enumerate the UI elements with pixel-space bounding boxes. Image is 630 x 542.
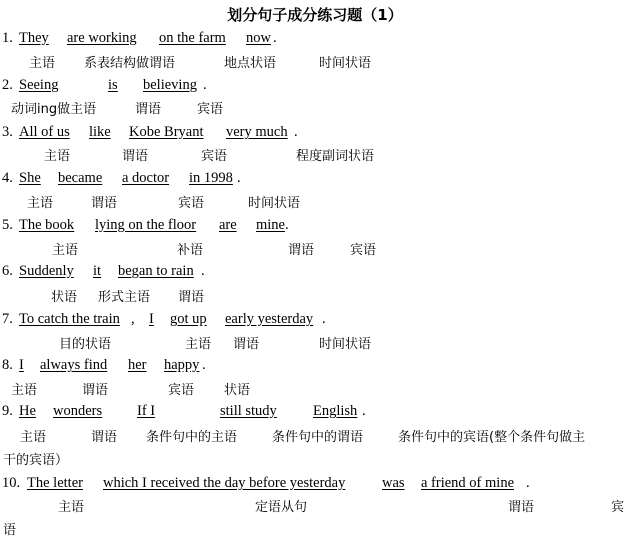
underlined-phrase: lying on the floor	[95, 217, 197, 233]
grammar-label: 干的宾语）	[3, 453, 69, 468]
underlined-phrase: early yesterday	[225, 311, 314, 327]
grammar-label: 动词ing做主语	[11, 102, 97, 117]
underlined-phrase: like	[89, 124, 111, 140]
underlined-phrase: To catch the train	[19, 311, 120, 327]
sentence-text: 9.	[2, 403, 13, 419]
underlined-phrase: always find	[40, 357, 108, 373]
underlined-phrase: a doctor	[122, 170, 170, 186]
grammar-label: 语	[3, 523, 17, 538]
sentence-text: .	[294, 124, 298, 140]
grammar-label: 时间状语	[248, 196, 301, 211]
grammar-label: 主语	[11, 383, 38, 398]
underlined-phrase: mine	[256, 217, 285, 233]
grammar-label: 谓语	[508, 500, 535, 515]
grammar-label: 主语	[185, 337, 212, 352]
grammar-label: 系表结构做谓语	[84, 56, 176, 71]
grammar-label: 补语	[177, 243, 204, 258]
underlined-phrase: Kobe Bryant	[129, 124, 204, 140]
sentence-text: .	[237, 170, 241, 186]
grammar-label: 形式主语	[98, 290, 151, 305]
underlined-phrase: now	[246, 30, 271, 46]
grammar-label: 主语	[44, 149, 71, 164]
underlined-phrase: English	[313, 403, 358, 419]
grammar-label: 谓语	[135, 102, 162, 117]
grammar-label: 谓语	[91, 196, 118, 211]
grammar-label: 条件句中的谓语	[272, 430, 364, 445]
sentence-text: ,	[131, 311, 135, 327]
grammar-label: 宾语	[201, 149, 228, 164]
sentence-text: .	[285, 217, 289, 233]
grammar-label: 程度副词状语	[296, 149, 375, 164]
underlined-phrase: I	[149, 311, 154, 327]
underlined-phrase: She	[19, 170, 41, 186]
grammar-label: 谓语	[288, 243, 315, 258]
underlined-phrase: believing	[143, 77, 197, 93]
sentence-text: .	[203, 77, 207, 93]
underlined-phrase: her	[128, 357, 147, 373]
sentence-text: 1.	[2, 30, 13, 46]
grammar-label: 定语从句	[255, 500, 308, 515]
page-title: 划分句子成分练习题（1）	[227, 6, 403, 24]
underlined-phrase: in 1998	[189, 170, 233, 186]
grammar-label: 主语	[29, 56, 56, 71]
underlined-phrase: He	[19, 403, 36, 419]
grammar-label: 宾语	[168, 383, 195, 398]
underlined-phrase: it	[93, 263, 102, 279]
grammar-label: 主语	[58, 500, 85, 515]
underlined-phrase: I	[19, 357, 24, 373]
sentence-text: .	[322, 311, 326, 327]
sentence-text: .	[362, 403, 366, 419]
underlined-phrase: are working	[67, 30, 137, 46]
grammar-label: 状语	[51, 290, 78, 305]
sentence-text: 7.	[2, 311, 13, 327]
sentence-text: 6.	[2, 263, 13, 279]
underlined-phrase: The book	[19, 217, 75, 233]
underlined-phrase: They	[19, 30, 49, 46]
grammar-label: 状语	[224, 383, 251, 398]
grammar-label: 主语	[20, 430, 47, 445]
underlined-phrase: a friend of mine	[421, 475, 515, 491]
grammar-label: 谓语	[178, 290, 205, 305]
grammar-label: 宾	[611, 500, 625, 515]
grammar-label: 宾语	[350, 243, 377, 258]
sentence-text: .	[202, 357, 206, 373]
underlined-phrase: is	[108, 77, 118, 93]
underlined-phrase: was	[382, 475, 405, 491]
underlined-phrase: Suddenly	[19, 263, 74, 279]
sentence-text: .	[273, 30, 277, 46]
underlined-phrase: are	[219, 217, 237, 233]
grammar-label: 主语	[52, 243, 79, 258]
sentence-text: 8.	[2, 357, 13, 373]
grammar-label: 谓语	[82, 383, 109, 398]
grammar-label: 时间状语	[319, 56, 372, 71]
grammar-label: 地点状语	[224, 56, 277, 71]
underlined-phrase: became	[58, 170, 103, 186]
grammar-label: 谓语	[91, 430, 118, 445]
grammar-label: 谓语	[122, 149, 149, 164]
grammar-label: 谓语	[233, 337, 260, 352]
underlined-phrase: The letter	[27, 475, 83, 491]
underlined-phrase: If I	[137, 403, 156, 419]
underlined-phrase: Seeing	[19, 77, 59, 93]
grammar-label: 条件句中的主语	[146, 430, 238, 445]
sentence-text: 5.	[2, 217, 13, 233]
grammar-label: 主语	[27, 196, 54, 211]
underlined-phrase: happy	[164, 357, 200, 373]
underlined-phrase: All of us	[19, 124, 70, 140]
sentence-text: .	[201, 263, 205, 279]
grammar-label: 目的状语	[59, 337, 112, 352]
underlined-phrase: very much	[226, 124, 288, 140]
grammar-label: 时间状语	[319, 337, 372, 352]
sentence-text: 3.	[2, 124, 13, 140]
sentence-text: 2.	[2, 77, 13, 93]
grammar-label: 宾语	[197, 102, 224, 117]
underlined-phrase: wonders	[53, 403, 103, 419]
underlined-phrase: on the farm	[159, 30, 226, 46]
underlined-phrase: still study	[220, 403, 277, 419]
grammar-label: 条件句中的宾语(整个条件句做主	[398, 430, 586, 445]
underlined-phrase: began to rain	[118, 263, 194, 279]
sentence-text: .	[526, 475, 530, 491]
underlined-phrase: which I received the day before yesterday	[103, 475, 346, 491]
underlined-phrase: got up	[170, 311, 207, 327]
sentence-text: 4.	[2, 170, 13, 186]
grammar-label: 宾语	[178, 196, 205, 211]
sentence-text: 10.	[2, 475, 21, 491]
